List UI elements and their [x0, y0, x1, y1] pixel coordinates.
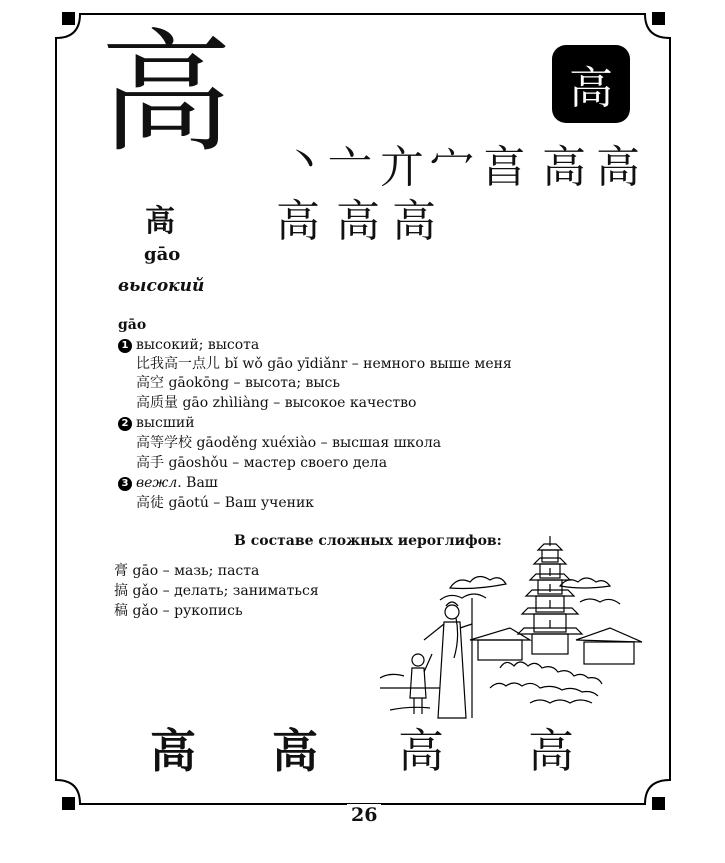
- meaning-text: Ваш: [186, 475, 218, 491]
- character-badge: 高: [552, 45, 630, 123]
- meaning-number: 2: [118, 417, 132, 431]
- character-translation: высокий: [118, 276, 205, 296]
- stroke-step: 亠: [328, 142, 371, 193]
- corner-ornament: [652, 797, 665, 810]
- compounds-title: В составе сложных иероглифов:: [234, 533, 502, 549]
- meaning-3: [118, 476, 218, 491]
- meaning-number: 3: [118, 477, 132, 491]
- compound-item: 膏 gāo – мазь; паста: [114, 563, 260, 579]
- example-line: 高手 gāoshǒu – мастер своего дела: [136, 455, 388, 471]
- meaning-1: [118, 338, 259, 353]
- ancient-form: 高: [272, 724, 318, 778]
- compound-item: 搞 gǎo – делать; заниматься: [114, 583, 319, 599]
- example-line: 高徒 gāotú – Ваш ученик: [136, 495, 315, 511]
- ancient-form: 高: [528, 724, 574, 778]
- corner-ornament: [62, 797, 75, 810]
- corner-ornament: [652, 12, 665, 25]
- meaning-text: высокий; высота: [136, 337, 260, 353]
- example-line: 高质量 gāo zhìliàng – высокое качество: [136, 395, 417, 411]
- meaning-2: [118, 416, 195, 431]
- stroke-step: 宀: [430, 142, 473, 193]
- stroke-step: 高: [392, 196, 435, 247]
- meaning-text: высший: [136, 415, 195, 431]
- character-small: 高: [145, 204, 175, 239]
- example-line: 高等学校 gāoděng xuéxiào – высшая школа: [136, 435, 442, 451]
- example-line: 比我高一点儿 bǐ wǒ gāo yīdiǎnr – немного выше меня: [136, 356, 512, 372]
- example-line: 高空 gāokōng – высота; высь: [136, 375, 341, 391]
- stroke-step: 高: [596, 142, 639, 193]
- page-number: 26: [347, 804, 381, 826]
- stroke-step: 高: [336, 196, 379, 247]
- corner-ornament: [62, 12, 75, 25]
- ancient-form: 高: [398, 724, 444, 778]
- compound-item: 稿 gǎo – рукопись: [114, 603, 243, 619]
- stroke-step: 高: [276, 196, 319, 247]
- stroke-step: 高: [542, 142, 585, 193]
- stroke-step: 亣: [380, 142, 423, 193]
- main-character: 高: [100, 17, 232, 171]
- character-pinyin: gāo: [144, 244, 181, 265]
- ancient-form: 高: [150, 724, 196, 778]
- stroke-step: 丶: [282, 136, 325, 187]
- meaning-number: 1: [118, 339, 132, 353]
- usage-label: вежл.: [136, 475, 182, 491]
- entry-pinyin: gāo: [118, 317, 147, 333]
- stroke-step: 亯: [482, 142, 525, 193]
- pagoda-illustration: [380, 528, 645, 723]
